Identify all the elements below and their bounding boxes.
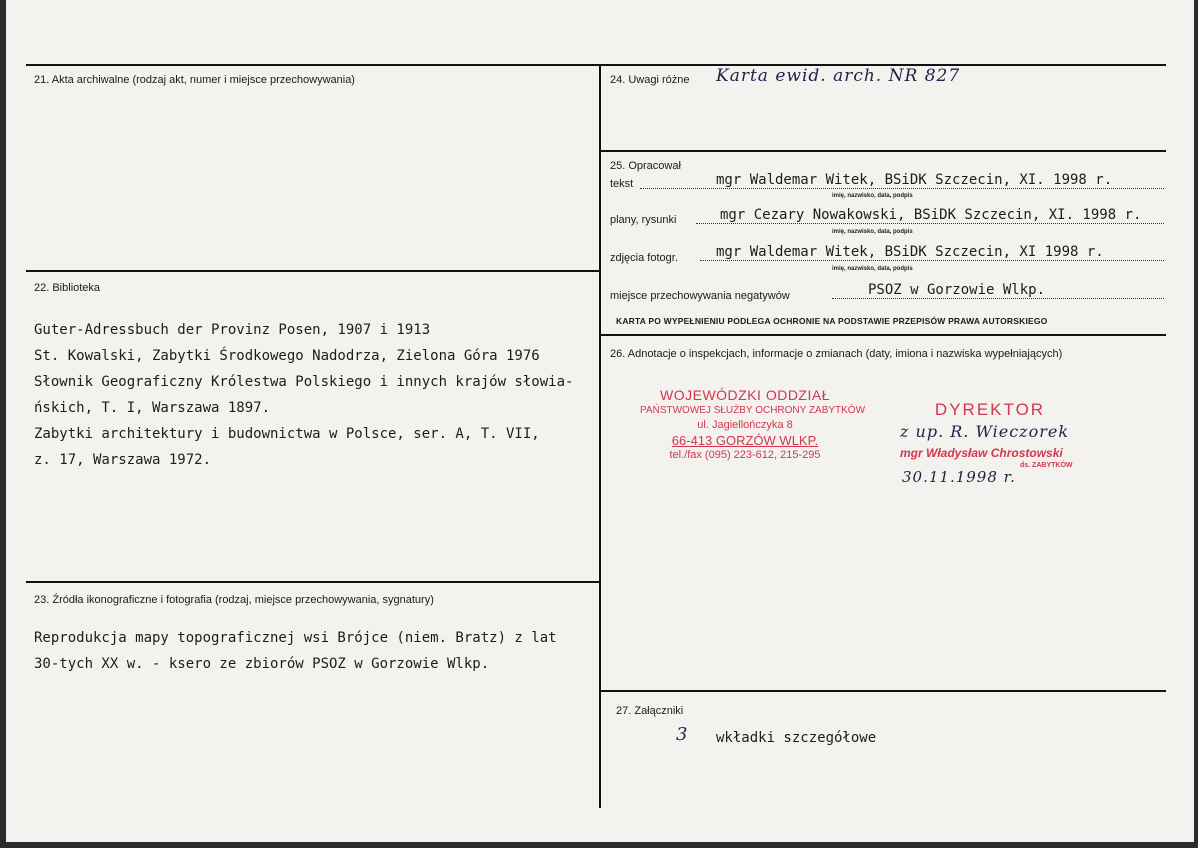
section-25-title: 25. Opracował [610,160,681,172]
rule-s25-s26 [600,334,1166,336]
scan-border-right [1194,0,1198,848]
bibliography-line: Słownik Geograficzny Królestwa Polskiego i innych krajów słowia- [34,374,574,390]
author-plans-value: mgr Cezary Nowakowski, BSiDK Szczecin, XI. 1998 r. [720,207,1142,223]
attachments-value: wkładki szczegółowe [716,730,877,746]
signature-caption: imię, nazwisko, data, podpis [832,229,913,235]
institution-stamp [640,387,866,463]
iconography-line: 30-tych XX w. - ksero ze zbiorów PSOZ w Gorzowie Wlkp. [34,656,490,672]
section-21-title: 21. Akta archiwalne (rodzaj akt, numer i miejsce przechowywania) [34,74,355,86]
stamp-line: tel./fax (095) 223-612, 215-295 [669,449,821,461]
stamp-line: ul. Jagiellończyka 8 [697,419,793,431]
negatives-label: miejsce przechowywania negatywów [610,290,790,302]
rule-s22-s23 [26,581,600,583]
section-24-title: 24. Uwagi różne [610,74,690,86]
attachments-count: 3 [676,724,689,745]
section-26-title: 26. Adnotacje o inspekcjach, informacje o zmianach (daty, imiona i nazwiska wypełniających) [610,348,1063,360]
rule-s24-s25 [600,150,1166,152]
dotted-line [696,223,1164,224]
row-label-text: tekst [610,178,634,190]
row-label-photos: zdjęcia fotogr. [610,252,678,264]
director-signature: z up. R. Wieczorek [900,422,1070,441]
director-title: DYREKTOR [934,400,1046,419]
signature-caption: imię, nazwisko, data, podpis [832,193,913,199]
signature-caption: imię, nazwisko, data, podpis [832,266,913,272]
scan-border-left [0,0,6,848]
bibliography-line: ńskich, T. I, Warszawa 1897. [34,400,271,416]
column-divider-s27 [599,690,601,808]
bibliography-line: Zabytki architektury i budownictwa w Polsce, ser. A, T. VII, [34,426,540,442]
negatives-value: PSOZ w Gorzowie Wlkp. [868,282,1046,298]
section-27-title: 27. Załączniki [616,705,684,717]
scan-border-bottom [0,842,1198,848]
director-stamp [900,400,1080,420]
stamp-line: PAŃSTWOWEJ SŁUŻBY OCHRONY ZABYTKÓW [640,405,866,416]
author-text-value: mgr Waldemar Witek, BSiDK Szczecin, XI. 1998 r. [716,172,1113,188]
stamp-line: 66-413 GORZÓW WLKP. [671,433,819,448]
iconography-line: Reprodukcja mapy topograficznej wsi Brójce (niem. Bratz) z lat [34,630,557,646]
section-22-title: 22. Biblioteka [34,282,101,294]
section-24-handwritten-note: Karta ewid. arch. NR 827 [716,66,961,86]
top-rule-left [26,64,600,66]
director-name: mgr Władysław Chrostowski [900,446,1063,460]
column-divider-left [599,64,601,234]
copyright-notice: KARTA PO WYPEŁNIENIU PODLEGA OCHRONIE NA PODSTAWIE PRZEPISÓW PRAWA AUTORSKIEGO [616,316,1048,326]
rule-s21-s22 [26,270,600,272]
rule-s26-s27 [600,690,1166,692]
stamp-line: WOJEWÓDZKI ODDZIAŁ [660,387,830,403]
director-name-sub: ds. ZABYTKÓW [1020,462,1073,469]
author-photos-value: mgr Waldemar Witek, BSiDK Szczecin, XI 1998 r. [716,244,1104,260]
bibliography-line: St. Kowalski, Zabytki Środkowego Nadodrza, Zielona Góra 1976 [34,348,540,364]
dotted-line [640,188,1164,189]
row-label-plans: plany, rysunki [610,214,677,226]
bibliography-line: Guter-Adressbuch der Provinz Posen, 1907 i 1913 [34,322,431,338]
section-23-title: 23. Źródła ikonograficzne i fotografia (rodzaj, miejsce przechowywania, sygnatury) [34,594,434,606]
signature-date: 30.11.1998 r. [902,468,1016,486]
dotted-line [700,260,1164,261]
bibliography-line: z. 17, Warszawa 1972. [34,452,212,468]
dotted-line [832,298,1164,299]
